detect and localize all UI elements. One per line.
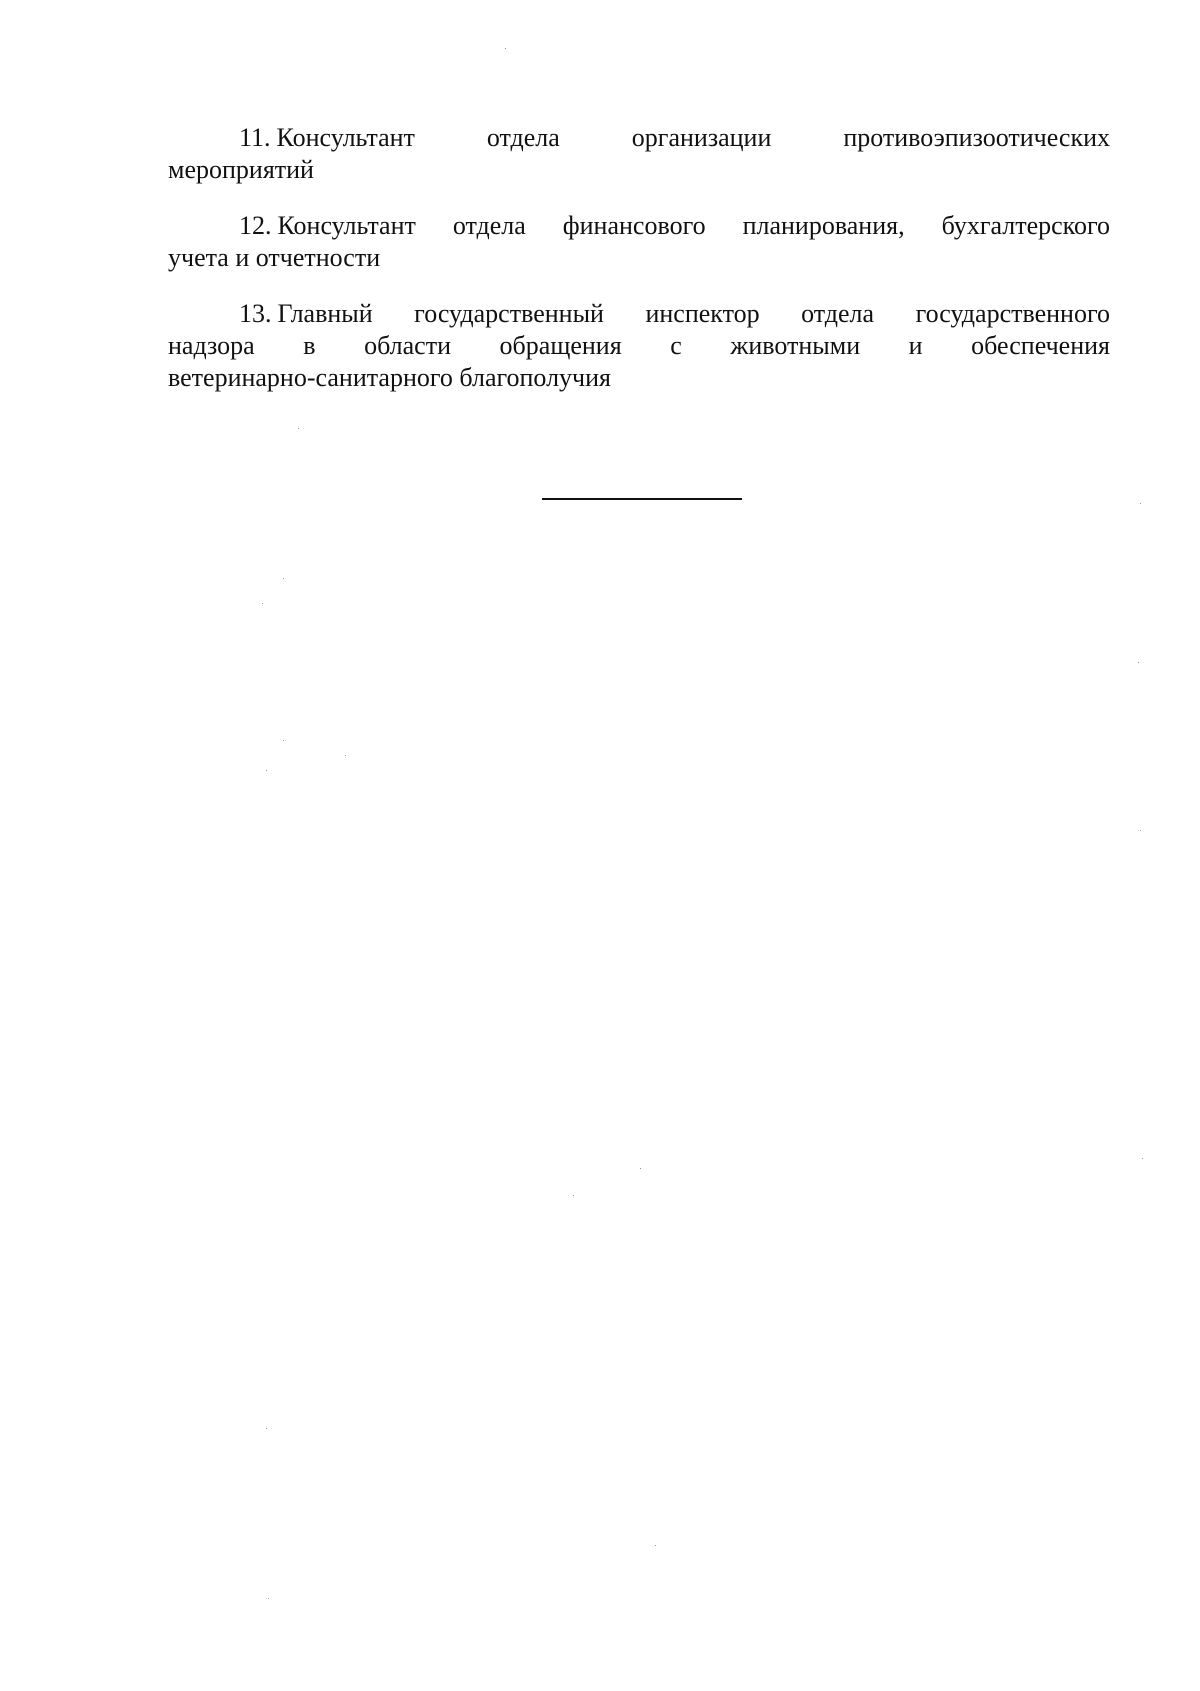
list-item-text: Главный государственный инспектор отдела государственного <box>277 299 1110 328</box>
list-item-number: 12. <box>239 211 272 240</box>
list-item-first-line <box>168 210 1110 242</box>
scan-speck <box>266 770 267 771</box>
list-item-continuation: учета и отчетности <box>168 243 381 272</box>
list-item-text: Консультант отдела организации противоэпизоотических <box>276 123 1110 152</box>
scan-speck <box>573 1195 574 1196</box>
scan-speck <box>640 1168 641 1169</box>
list-item-number: 11. <box>239 123 271 152</box>
scan-speck <box>266 1428 267 1429</box>
list-item-text: Консультант отдела финансового планирования, бухгалтерского <box>277 211 1110 240</box>
scan-speck <box>1142 1158 1143 1159</box>
scan-speck <box>1140 830 1141 831</box>
end-divider-line <box>542 498 742 500</box>
list-item-number: 13. <box>239 299 272 328</box>
position-list <box>168 122 1110 418</box>
scan-speck <box>298 428 299 429</box>
list-item <box>168 210 1110 274</box>
list-item-continuation: мероприятий <box>168 155 314 184</box>
scan-speck <box>505 48 506 49</box>
list-item <box>168 122 1110 186</box>
list-item <box>168 298 1110 394</box>
scan-speck <box>283 740 284 741</box>
scan-speck <box>262 603 263 604</box>
scan-speck <box>1138 662 1139 663</box>
scan-speck <box>268 1598 269 1599</box>
list-item-second-line: надзора в области обращения с животными и обеспечения <box>168 331 1110 360</box>
scan-speck <box>655 1545 656 1546</box>
list-item-continuation: ветеринарно-санитарного благополучия <box>168 363 611 392</box>
scan-speck <box>1140 503 1141 504</box>
list-item-first-line <box>168 298 1110 330</box>
scan-speck <box>345 755 346 756</box>
list-item-first-line <box>168 122 1110 154</box>
scan-speck <box>283 578 284 579</box>
